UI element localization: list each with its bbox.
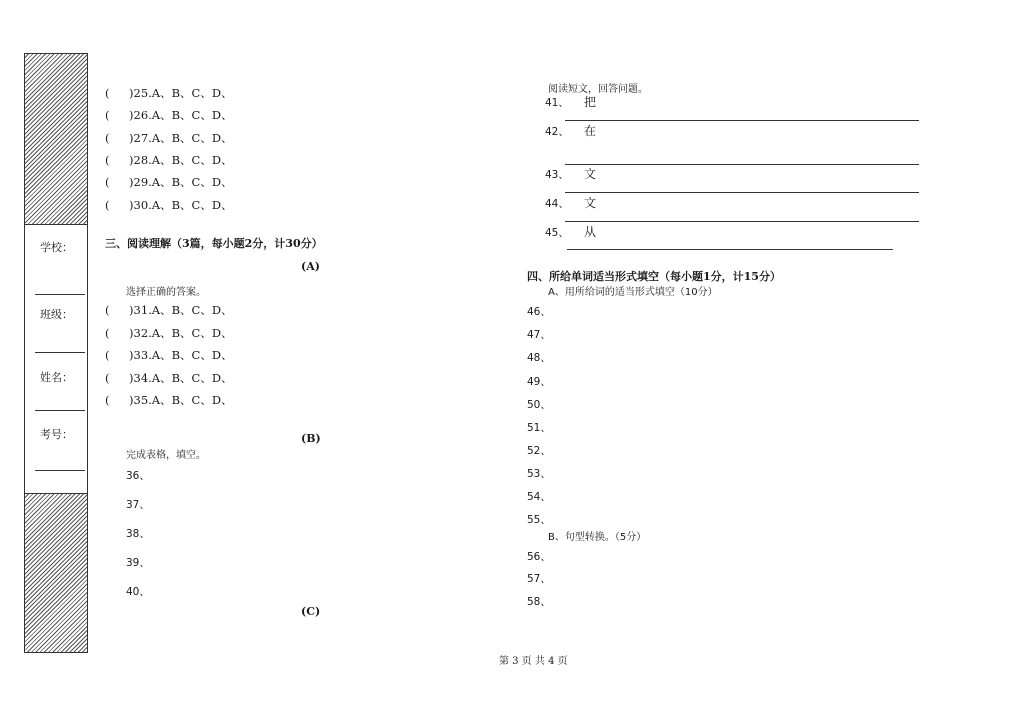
fill-item: 46、 xyxy=(527,306,551,318)
fill-item: 38、 xyxy=(126,528,150,540)
section-3-title: 三、阅读理解（3篇，每小题2分，计30分） xyxy=(105,237,323,250)
section-4-part-a-instruction: A、用所给词的适当形式填空（10分） xyxy=(548,287,718,298)
qa-number: 44、 xyxy=(545,198,569,210)
qa-number: 41、 xyxy=(545,97,569,109)
hatch-pattern-bottom xyxy=(25,493,87,652)
qa-char: 把 xyxy=(584,95,597,109)
school-line[interactable] xyxy=(35,294,85,295)
hatch-pattern-top xyxy=(25,54,87,225)
mc-question: ( )25.A、B、C、D、 xyxy=(105,86,233,100)
mc-question: ( )28.A、B、C、D、 xyxy=(105,153,233,167)
part-b-instruction: 完成表格，填空。 xyxy=(126,450,206,461)
answer-line[interactable] xyxy=(565,192,919,193)
class-label: 班级： xyxy=(40,308,73,321)
part-c-label: (C) xyxy=(301,605,321,618)
fill-item: 53、 xyxy=(527,468,551,480)
qa-number: 45、 xyxy=(545,227,569,239)
qa-number: 43、 xyxy=(545,169,569,181)
fill-item: 36、 xyxy=(126,470,150,482)
binding-margin xyxy=(24,53,88,653)
qa-char: 文 xyxy=(584,196,597,210)
fill-item: 40、 xyxy=(126,586,150,598)
part-b-label: (B) xyxy=(301,432,321,445)
fill-item: 50、 xyxy=(527,399,551,411)
mc-question: ( )34.A、B、C、D、 xyxy=(105,371,233,385)
exam-number-line[interactable] xyxy=(35,470,85,471)
fill-item: 58、 xyxy=(527,596,551,608)
fill-item: 48、 xyxy=(527,352,551,364)
qa-char: 从 xyxy=(584,225,597,239)
mc-question: ( )30.A、B、C、D、 xyxy=(105,198,233,212)
fill-item: 39、 xyxy=(126,557,150,569)
answer-line[interactable] xyxy=(567,249,893,250)
school-label: 学校： xyxy=(40,241,73,254)
section-4-title: 四、所给单词适当形式填空（每小题1分，计15分） xyxy=(527,270,781,283)
name-line[interactable] xyxy=(35,410,85,411)
exam-number-label: 考号： xyxy=(40,428,73,441)
mc-question: ( )26.A、B、C、D、 xyxy=(105,108,233,122)
part-a-label: (A) xyxy=(301,260,320,273)
class-line[interactable] xyxy=(35,352,85,353)
fill-item: 54、 xyxy=(527,491,551,503)
fill-item: 49、 xyxy=(527,376,551,388)
reading-intro: 阅读短文，回答问题。 xyxy=(548,84,648,95)
fill-item: 55、 xyxy=(527,514,551,526)
section-4-part-b-instruction: B、句型转换。（5分） xyxy=(548,532,647,543)
qa-number: 42、 xyxy=(545,126,569,138)
mc-question: ( )29.A、B、C、D、 xyxy=(105,175,233,189)
fill-item: 57、 xyxy=(527,573,551,585)
fill-item: 37、 xyxy=(126,499,150,511)
fill-item: 51、 xyxy=(527,422,551,434)
mc-question: ( )32.A、B、C、D、 xyxy=(105,326,233,340)
name-label: 姓名： xyxy=(40,371,73,384)
mc-question: ( )31.A、B、C、D、 xyxy=(105,303,233,317)
fill-item: 47、 xyxy=(527,329,551,341)
mc-question: ( )35.A、B、C、D、 xyxy=(105,393,233,407)
answer-line[interactable] xyxy=(565,164,919,165)
fill-item: 52、 xyxy=(527,445,551,457)
page-number: 第 3 页 共 4 页 xyxy=(499,656,568,667)
qa-char: 在 xyxy=(584,124,597,138)
answer-line[interactable] xyxy=(565,120,919,121)
part-a-instruction: 选择正确的答案。 xyxy=(126,287,206,298)
mc-question: ( )27.A、B、C、D、 xyxy=(105,131,233,145)
fill-item: 56、 xyxy=(527,551,551,563)
qa-char: 文 xyxy=(584,167,597,181)
mc-question: ( )33.A、B、C、D、 xyxy=(105,348,233,362)
answer-line[interactable] xyxy=(565,221,919,222)
